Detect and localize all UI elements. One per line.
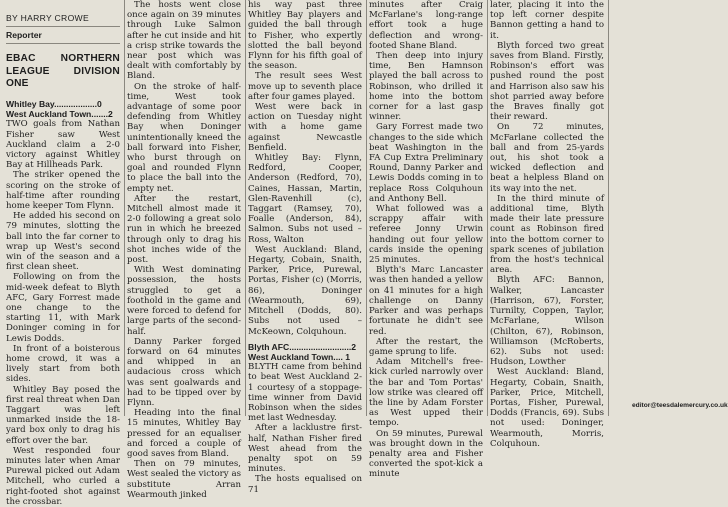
paragraph: West Auckland: Bland, Hegarty, Cobain, Snaith, Parker, Price, Purewal, Portas, Fisher (c) (Morris, 86), Doninger (Wearmouth, 69), Mitchell (Dodds, 80). Subs not used – McKeown, Colquhoun. [248, 244, 362, 337]
paragraph: BLYTH came from behind to beat West Auckland 2-1 courtesy of a stoppage-time winner from David Robinson when the sides met last Wednesday. [248, 362, 362, 424]
paragraph: Following on from the mid-week defeat to Blyth AFC, Gary Forrest made one change to the starting 11, with Mark Doninger coming in for Lewis Dodds. [6, 272, 120, 344]
paragraph: Then on 79 minutes, West sealed the victory as substitute Arran Wearmouth jinked [127, 459, 241, 500]
paragraph: The result sees West move up to seventh place after four games played. [248, 71, 362, 102]
paragraph: The hosts went close once again on 39 minutes through Luke Salmon after he cut inside and hit a crisp strike towards the near post which was dealt with comfortably by Bland. [127, 0, 241, 82]
score-away: West Auckland Town.......2 [6, 109, 113, 120]
column-6 [611, 0, 693, 416]
paragraph: The hosts equalised on 71 [248, 474, 362, 495]
paragraph: Then deep into injury time, Ben Hamnson played the ball across to Robinson, who drilled it home into the bottom corner for a last gasp winner. [369, 51, 483, 123]
paragraph: Blyth's Marc Lancaster was then handed a yellow on 41 minutes for a high challenge on Danny Parker and was perhaps fortunate he didn't see red. [369, 265, 483, 337]
league-heading: EBAC NORTHERN LEAGUE DIVISION ONE [6, 53, 120, 90]
column-1 [6, 0, 125, 507]
column-4 [369, 0, 488, 480]
paragraph: TWO goals from Nathan Fisher saw West Auckland claim a 2-0 victory against Whitley Bay at Hillheads Park. [6, 119, 120, 171]
paragraph: The striker opened the scoring on the stroke of half-time after rounding home keeper Tom Flynn. [6, 170, 120, 211]
paragraph: West Auckland: Bland, Hegarty, Cobain, Snaith, Parker, Price, Mitchell, Portas, Fisher, Purewal, Dodds (Francis, 69). Subs not used: Doninger, Wearmouth, Morris, Colquhoun. [490, 367, 604, 449]
paragraph: What followed was a scrappy affair with referee Jonny Urwin handing out four yellow cards inside the opening 25 minutes. [369, 204, 483, 266]
paragraph: Heading into the final 15 minutes, Whitley Bay pressed for an equaliser and forced a couple of good saves from Bland. [127, 408, 241, 459]
column-3 [248, 0, 367, 495]
paragraph: Blyth AFC: Bannon, Walker, Lancaster (Harrison, 67), Forster, Turnilty, Coppen, Taylor, McFarlane, Wilson (Chilton, 67), Robinson, Williamson (McRoberts, 62). Subs not used: Hudson, Lowther [490, 275, 604, 368]
paragraph: He added his second on 79 minutes, slotting the ball into the far corner to wrap up West's second win of the season and a first clean sheet. [6, 211, 120, 273]
paragraph: Adam Mitchell's free-kick curled narrowly over the bar and Tom Portas' low strike was cleared off the line by Adam Forster as West upped their tempo. [369, 357, 483, 429]
paragraph: On the stroke of half-time, West took advantage of some poor defending from Whitley Bay when Doninger unintentionally kneed the ball forward into Fisher, who burst through on goal and rounded Flynn to place the ball into the empty net. [127, 81, 241, 194]
paragraph: In the third minute of additional time, Blyth made their late pressure count as Robinson fired into the bottom corner to spark scenes of jubilation from the host's technical area. [490, 193, 604, 276]
paragraph: West responded four minutes later when Amar Purewal picked out Adam Mitchell, who curled a right-footed shot against the crossbar. [6, 445, 120, 507]
paragraph: Blyth forced two great saves from Bland. Firstly, Robinson's effort was pushed round the post and Harrison also saw his shot parried away before the Braves finally got their reward. [490, 40, 604, 123]
paragraph: West were back in action on Tuesday night with a home game against Newcastle Benfield. [248, 102, 362, 153]
paragraph: After a lacklustre first-half, Nathan Fisher fired West ahead from the penalty spot on 59 minutes. [248, 423, 362, 475]
paragraph: Gary Forrest made two changes to the side which beat Washington in the FA Cup Extra Preliminary Round, Danny Parker and Lewis Dodds coming in to replace Ross Colquhoun and Anthony Bell. [369, 122, 483, 204]
paragraph: After the restart, Mitchell almost made it 2-0 following a great solo run in which he breezed through only to drag his shot inches wide of the post. [127, 193, 241, 266]
paragraph: Whitley Bay: Flynn, Redford, Cooper, Anderson (Redford, 70), Caines, Hassan, Martin, Glen-Ravenhill (c), Taggart (Ramsey, 70), Foalle (Anderson, 84), Salmon. Subs not used – Ross, Walton [248, 153, 362, 245]
paragraph: In front of a boisterous home crowd, it was a lively start from both sides. [6, 343, 120, 385]
paragraph: On 72 minutes, McFarlane collected the ball and from 25-yards out, his shot took a wicked deflection and beat a helpless Bland on its way into the net. [490, 122, 604, 194]
column-2 [127, 0, 246, 500]
paragraph: later, placing it into the top left corner despite Bannon getting a hand to it. [490, 0, 604, 41]
paragraph: Whitley Bay posed the first real threat when Dan Taggart was left unmarked inside the 18-yard box only to drag his effort over the bar. [6, 384, 120, 446]
paragraph: On 59 minutes, Purewal was brought down in the penalty area and Fisher converted the spot-kick a minute [369, 428, 483, 480]
editor-email: editor@teesdalemercury.co.uk [632, 402, 728, 409]
score-home: Whitley Bay..................0 [6, 98, 102, 109]
column-5 [490, 0, 609, 449]
paragraph: minutes after Craig McFarlane's long-range effort took a huge deflection and wrong-footed Shane Bland. [369, 0, 483, 51]
reporter-role: Reporter [6, 27, 120, 44]
paragraph: After the restart, the game sprung to life. [369, 336, 483, 357]
score-home: Blyth AFC..........................2 [248, 341, 357, 352]
paragraph: his way past three Whitley Bay players and guided the ball through to Fisher, who expertly slotted the ball beyond Flynn for his fifth goal of the season. [248, 0, 362, 72]
paragraph: Danny Parker forged forward on 64 minutes and whipped in an audacious cross which was sent goalwards and had to be tipped over by Flynn. [127, 336, 241, 408]
paragraph: With West dominating possession, the hosts struggled to get a foothold in the game and were forced to defend for large parts of the second-half. [127, 265, 241, 337]
score-away: West Auckland Town.... 1 [248, 351, 351, 362]
byline: BY HARRY CROWE [6, 13, 120, 27]
